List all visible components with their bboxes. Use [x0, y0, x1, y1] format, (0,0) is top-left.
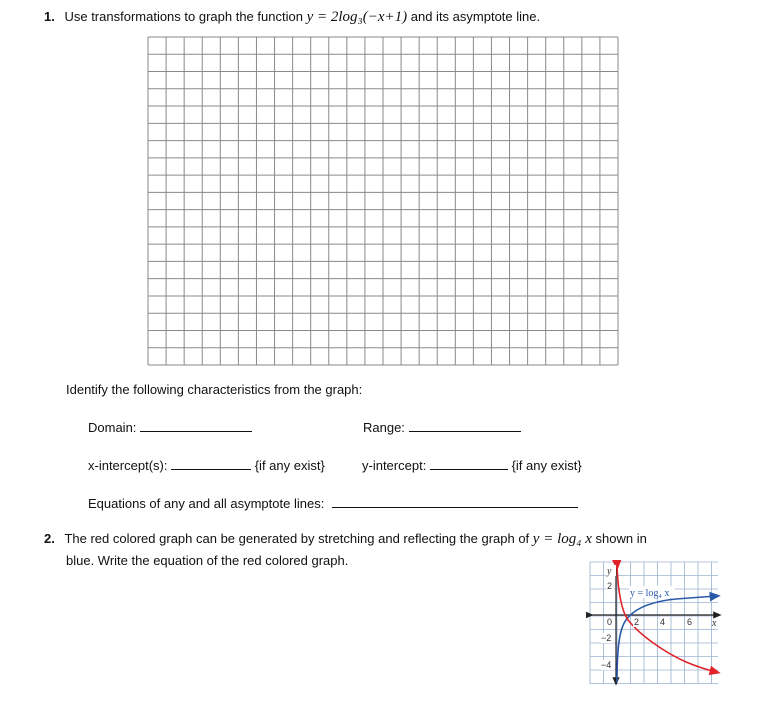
range-label: Range:	[363, 420, 405, 435]
function-expression: y = 2log₃(−x+1)	[306, 9, 408, 25]
x-axis-label: x	[712, 618, 717, 629]
question-number: 2.	[44, 531, 55, 546]
y-tick-label: −4	[601, 660, 612, 670]
if-any-exist-note: {if any exist}	[254, 458, 325, 473]
y-tick-label: 2	[607, 581, 613, 591]
if-any-exist-note: {if any exist}	[511, 458, 582, 473]
domain-row	[88, 420, 252, 435]
function-expression: y = log₄ x	[532, 531, 592, 547]
y-axis-label: y	[607, 566, 612, 577]
origin-label: 0	[607, 617, 613, 627]
y-intercept-label: y-intercept:	[362, 458, 427, 473]
question-number: 1.	[44, 9, 55, 24]
domain-answer-blank[interactable]	[140, 420, 252, 432]
y-tick-label: −2	[601, 633, 612, 643]
x-tick-label: 2	[634, 617, 640, 627]
x-tick-label: 6	[687, 617, 693, 627]
identify-instruction: Identify the following characteristics from the graph:	[66, 382, 363, 397]
curve-label: y = log₄ x	[630, 588, 670, 599]
prompt-text: The red colored graph can be generated by stretching and reflecting the graph of	[64, 531, 530, 546]
blue-log-curve	[617, 596, 716, 682]
prompt-text: Use transformations to graph the function	[64, 9, 303, 24]
question-2-prompt-line2: blue. Write the equation of the red colored graph.	[66, 553, 349, 568]
y-intercept-row	[362, 458, 582, 473]
domain-label: Domain:	[88, 420, 137, 435]
asymptote-row	[88, 496, 578, 511]
x-tick-label: 4	[660, 617, 666, 627]
range-answer-blank[interactable]	[409, 420, 521, 432]
x-intercept-row	[88, 458, 325, 473]
range-row	[363, 420, 521, 435]
graph-grid[interactable]	[147, 36, 619, 366]
asymptote-answer-blank[interactable]	[332, 496, 578, 508]
prompt-text-end: and its asymptote line.	[410, 9, 541, 24]
x-intercept-label: x-intercept(s):	[88, 458, 168, 473]
y-intercept-answer-blank[interactable]	[430, 458, 508, 470]
asymptote-label: Equations of any and all asymptote lines:	[88, 496, 325, 511]
question-1-prompt	[44, 9, 540, 26]
log-reference-graph	[586, 560, 722, 686]
prompt-text-end: shown in	[595, 531, 647, 546]
x-intercept-answer-blank[interactable]	[171, 458, 251, 470]
question-2-prompt	[44, 531, 647, 548]
